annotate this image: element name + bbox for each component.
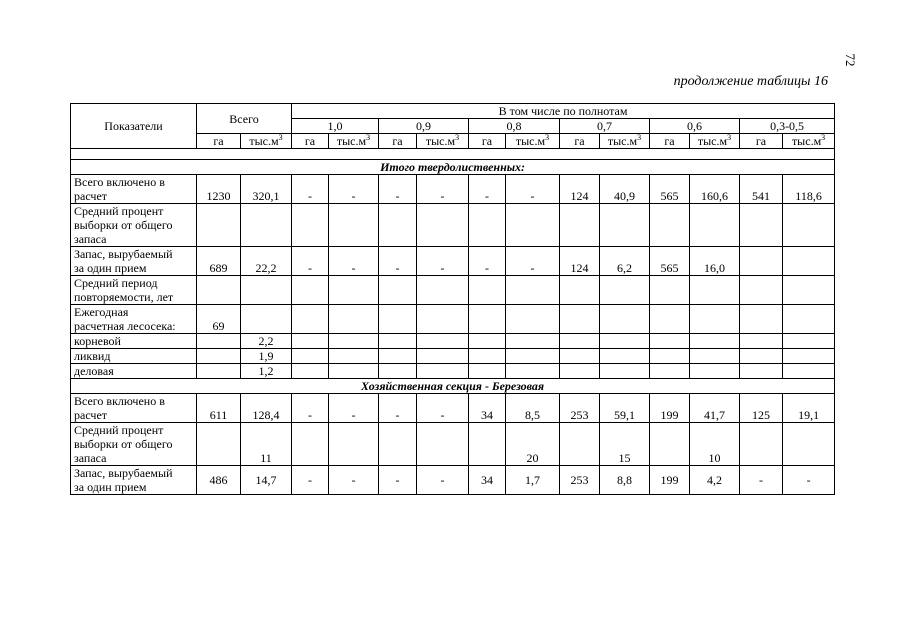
unit-ha: га: [379, 134, 417, 149]
table-cell: -: [379, 175, 417, 204]
unit-superscript: 3: [545, 133, 550, 142]
table-cell: 541: [740, 175, 783, 204]
table-cell: [417, 349, 469, 364]
table-cell: -: [292, 466, 329, 495]
table-cell: [783, 247, 835, 276]
table-cell: [650, 349, 690, 364]
table-cell: [690, 305, 740, 334]
table-cell: -: [329, 175, 379, 204]
table-cell: -: [506, 175, 560, 204]
table-cell: [506, 334, 560, 349]
table-cell: [740, 276, 783, 305]
table-cell: [379, 276, 417, 305]
table-cell: [417, 276, 469, 305]
table-cell: [241, 305, 292, 334]
table-cell: 1230: [197, 175, 241, 204]
table-cell: [292, 204, 329, 247]
unit-ha: га: [560, 134, 600, 149]
table-cell: [292, 334, 329, 349]
table-cell: -: [417, 394, 469, 423]
table-cell: [379, 204, 417, 247]
table-cell: [600, 276, 650, 305]
table-cell: [560, 334, 600, 349]
table-cell: 160,6: [690, 175, 740, 204]
table-cell: [650, 423, 690, 466]
table-cell: -: [469, 175, 506, 204]
table-cell: 34: [469, 394, 506, 423]
table-cell: -: [379, 466, 417, 495]
table-cell: 34: [469, 466, 506, 495]
table-cell: 8,5: [506, 394, 560, 423]
table-cell: [690, 364, 740, 379]
header-indicators: Показатели: [71, 104, 197, 149]
unit-superscript: 3: [727, 133, 732, 142]
table-cell: [560, 364, 600, 379]
table-row: [71, 276, 835, 305]
table-cell: 69: [197, 305, 241, 334]
table-cell: 11: [241, 423, 292, 466]
table-cell: 15: [600, 423, 650, 466]
table-cell: 10: [690, 423, 740, 466]
unit-ha: га: [197, 134, 241, 149]
table-cell: [469, 204, 506, 247]
table-cell: 1,2: [241, 364, 292, 379]
table-cell: [600, 334, 650, 349]
table-cell: 1,9: [241, 349, 292, 364]
table-cell: [740, 334, 783, 349]
section-title: Хозяйственная секция - Березовая: [71, 379, 835, 394]
table-cell: [329, 276, 379, 305]
table-cell: [417, 204, 469, 247]
table-cell: -: [292, 247, 329, 276]
table-cell: [292, 349, 329, 364]
table-cell: [506, 204, 560, 247]
table-cell: [560, 305, 600, 334]
unit-m3: $тыс.м^3$: [241, 134, 292, 149]
spacer-row: [71, 149, 835, 160]
table-cell: [600, 305, 650, 334]
table-cell: [329, 334, 379, 349]
header-density: 0,7: [560, 119, 650, 134]
row-label: Запас, вырубаемый за один прием: [71, 247, 197, 276]
table-cell: 22,2: [241, 247, 292, 276]
table-cell: [469, 276, 506, 305]
table-cell: [329, 305, 379, 334]
table-cell: [600, 204, 650, 247]
unit-superscript: 3: [637, 133, 642, 142]
row-label: Ежегодная расчетная лесосека:: [71, 305, 197, 334]
unit-m3: $тыс.м^3$: [600, 134, 650, 149]
table-cell: 689: [197, 247, 241, 276]
table-cell: [241, 204, 292, 247]
table-cell: [417, 364, 469, 379]
table-cell: [417, 305, 469, 334]
table-cell: [783, 305, 835, 334]
table-cell: 4,2: [690, 466, 740, 495]
row-label: ликвид: [71, 349, 197, 364]
table-cell: [379, 423, 417, 466]
unit-m3: $тыс.м^3$: [783, 134, 835, 149]
row-label: Всего включено в расчет: [71, 175, 197, 204]
table-cell: -: [329, 394, 379, 423]
table-cell: [292, 276, 329, 305]
table-cell: [292, 423, 329, 466]
table-cell: [650, 364, 690, 379]
table-cell: [469, 423, 506, 466]
table-cell: -: [329, 466, 379, 495]
table-cell: [506, 349, 560, 364]
header-density: 0,3-0,5: [740, 119, 835, 134]
table-cell: 486: [197, 466, 241, 495]
table-cell: [241, 276, 292, 305]
table-cell: 128,4: [241, 394, 292, 423]
table-cell: -: [506, 247, 560, 276]
unit-superscript: 3: [821, 133, 826, 142]
table-cell: [379, 305, 417, 334]
table-row: [71, 364, 835, 379]
table-cell: [690, 204, 740, 247]
table-cell: 8,8: [600, 466, 650, 495]
table-cell: [197, 334, 241, 349]
table-cell: [740, 423, 783, 466]
table-row: [71, 394, 835, 423]
table-cell: 611: [197, 394, 241, 423]
unit-m3: $тыс.м^3$: [329, 134, 379, 149]
table-cell: 565: [650, 175, 690, 204]
table-cell: [783, 364, 835, 379]
table-cell: [379, 364, 417, 379]
table-cell: [469, 349, 506, 364]
table-cell: 199: [650, 394, 690, 423]
table-cell: -: [417, 175, 469, 204]
table-row: [71, 423, 835, 466]
table-cell: 59,1: [600, 394, 650, 423]
table-cell: [783, 334, 835, 349]
table-cell: [783, 349, 835, 364]
table-cell: [292, 305, 329, 334]
table-cell: [469, 364, 506, 379]
table-cell: [197, 349, 241, 364]
table-cell: [740, 349, 783, 364]
table-cell: -: [292, 394, 329, 423]
table-cell: 118,6: [783, 175, 835, 204]
table-cell: [560, 349, 600, 364]
table-caption: продолжение таблицы 16: [673, 74, 828, 89]
table-cell: [506, 364, 560, 379]
table-cell: -: [417, 466, 469, 495]
unit-superscript: 3: [455, 133, 460, 142]
table-row: [71, 466, 835, 495]
table-cell: [417, 334, 469, 349]
row-label: Всего включено в расчет: [71, 394, 197, 423]
table-cell: [650, 305, 690, 334]
table-cell: [560, 423, 600, 466]
table-cell: [740, 204, 783, 247]
table-cell: 6,2: [600, 247, 650, 276]
table-cell: -: [740, 466, 783, 495]
table-cell: 2,2: [241, 334, 292, 349]
header-density: 0,8: [469, 119, 560, 134]
table-cell: 1,7: [506, 466, 560, 495]
table-cell: [560, 204, 600, 247]
table-cell: [379, 349, 417, 364]
unit-ha: га: [650, 134, 690, 149]
header-density: 0,9: [379, 119, 469, 134]
table-cell: -: [329, 247, 379, 276]
row-label: Средний процент выборки от общего запаса: [71, 423, 197, 466]
table-cell: 14,7: [241, 466, 292, 495]
table-cell: [560, 276, 600, 305]
table-cell: 16,0: [690, 247, 740, 276]
table-cell: [379, 334, 417, 349]
header-density: 0,6: [650, 119, 740, 134]
table-cell: [329, 364, 379, 379]
table-row: [71, 204, 835, 247]
table-cell: [690, 276, 740, 305]
table-cell: [506, 305, 560, 334]
table-row: [71, 305, 835, 334]
table-cell: 124: [560, 247, 600, 276]
table-cell: [329, 204, 379, 247]
table-cell: [740, 247, 783, 276]
unit-ha: га: [469, 134, 506, 149]
table-cell: [740, 305, 783, 334]
table-cell: [690, 334, 740, 349]
section-title: Итого твердолиственных:: [71, 160, 835, 175]
table-cell: -: [783, 466, 835, 495]
table-cell: 125: [740, 394, 783, 423]
unit-ha: га: [292, 134, 329, 149]
header-density: 1,0: [292, 119, 379, 134]
row-label: Средний процент выборки от общего запаса: [71, 204, 197, 247]
table-cell: 253: [560, 394, 600, 423]
table-cell: [783, 204, 835, 247]
header-by-density: В том числе по полнотам: [292, 104, 835, 119]
section-row: [71, 160, 835, 175]
table-cell: 320,1: [241, 175, 292, 204]
table-cell: 20: [506, 423, 560, 466]
table-cell: -: [379, 247, 417, 276]
table-cell: [783, 423, 835, 466]
table-cell: 124: [560, 175, 600, 204]
table-cell: [417, 423, 469, 466]
unit-m3: $тыс.м^3$: [690, 134, 740, 149]
table-row: [71, 334, 835, 349]
table-cell: [469, 334, 506, 349]
table-cell: 565: [650, 247, 690, 276]
unit-superscript: 3: [278, 133, 283, 142]
table-cell: [650, 334, 690, 349]
row-label: деловая: [71, 364, 197, 379]
table-cell: [197, 423, 241, 466]
data-table: [70, 103, 835, 495]
table-cell: [197, 364, 241, 379]
table-cell: [329, 349, 379, 364]
table-row: [71, 175, 835, 204]
table-cell: 19,1: [783, 394, 835, 423]
table-cell: -: [417, 247, 469, 276]
table-cell: -: [292, 175, 329, 204]
table-cell: [740, 364, 783, 379]
unit-ha: га: [740, 134, 783, 149]
row-label: корневой: [71, 334, 197, 349]
table-cell: 199: [650, 466, 690, 495]
table-cell: [600, 349, 650, 364]
table-cell: [292, 364, 329, 379]
row-label: Средний период повторяемости, лет: [71, 276, 197, 305]
header-total: Всего: [197, 104, 292, 134]
table-cell: [197, 276, 241, 305]
unit-m3: $тыс.м^3$: [417, 134, 469, 149]
table-row: [71, 247, 835, 276]
table-cell: [329, 423, 379, 466]
table-cell: [783, 276, 835, 305]
section-row: [71, 379, 835, 394]
table-cell: [650, 204, 690, 247]
table-cell: 40,9: [600, 175, 650, 204]
unit-m3: $тыс.м^3$: [506, 134, 560, 149]
table-cell: 253: [560, 466, 600, 495]
row-label: Запас, вырубаемый за один прием: [71, 466, 197, 495]
table-cell: [506, 276, 560, 305]
table-cell: 41,7: [690, 394, 740, 423]
table-row: [71, 349, 835, 364]
table-cell: [690, 349, 740, 364]
table-cell: [600, 364, 650, 379]
table-cell: [469, 305, 506, 334]
table-cell: -: [379, 394, 417, 423]
page-number: 72: [843, 53, 858, 67]
table-cell: [197, 204, 241, 247]
unit-superscript: 3: [366, 133, 371, 142]
table-cell: -: [469, 247, 506, 276]
table-cell: [650, 276, 690, 305]
